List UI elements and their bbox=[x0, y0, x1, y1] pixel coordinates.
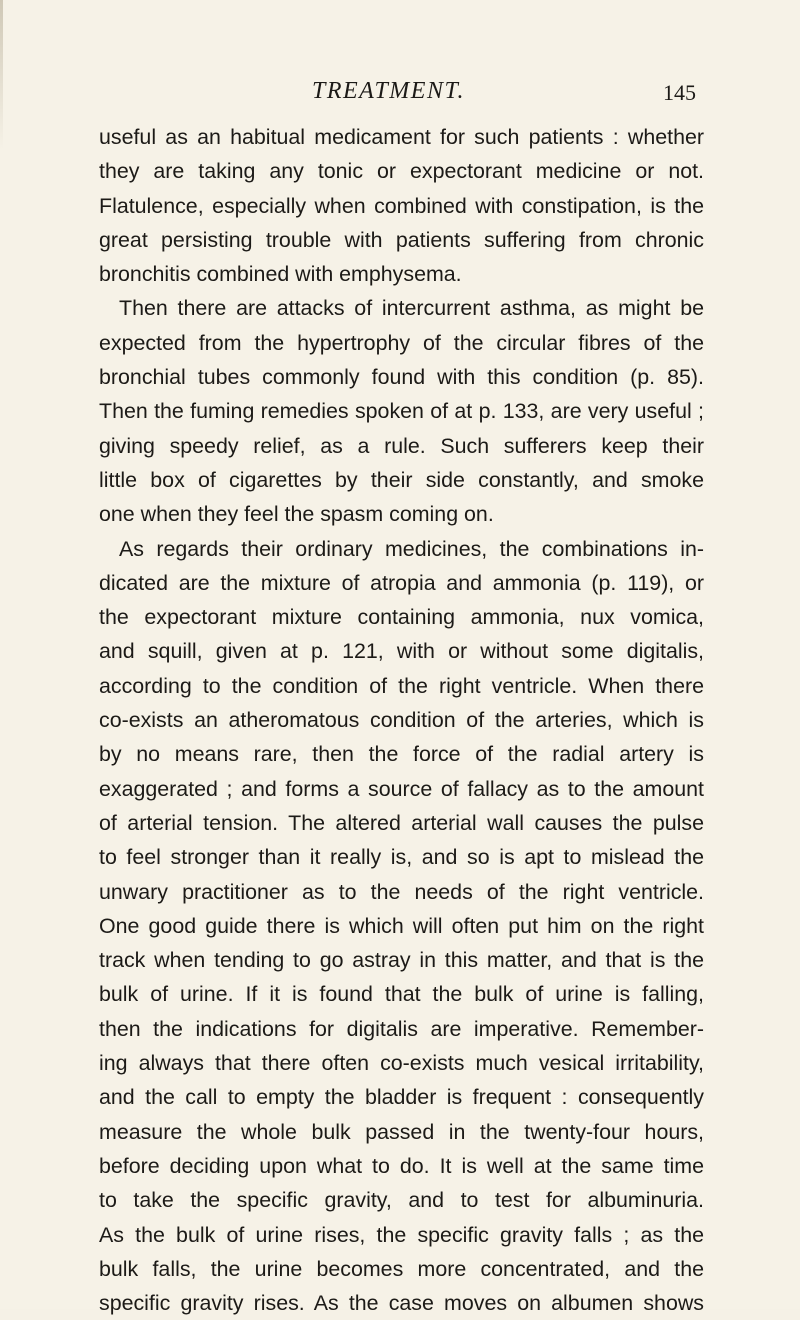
text-line: then the indications for digitalis are imperative. Remember- bbox=[99, 1016, 704, 1041]
text-line: track when tending to go astray in this matter, and that is the bbox=[99, 948, 704, 973]
text-line: One good guide there is which will often put him on the right bbox=[99, 913, 704, 938]
paragraph-start-line: As regards their ordinary medicines, the combinations in- bbox=[119, 536, 704, 561]
text-line: they are taking any tonic or expectorant medicine or not. bbox=[99, 159, 704, 184]
running-title: TREATMENT. bbox=[312, 78, 466, 104]
page-number: 145 bbox=[663, 80, 696, 105]
text-line: bronchial tubes commonly found with this condition (p. 85). bbox=[99, 365, 704, 390]
text-line: useful as an habitual medicament for such patients : whether bbox=[99, 125, 704, 149]
text-line: unwary practitioner as to the needs of the right ventricle. bbox=[99, 879, 704, 904]
body-text bbox=[99, 120, 704, 1320]
text-line: expected from the hypertrophy of the circular fibres of the bbox=[99, 330, 704, 355]
text-line: Then the fuming remedies spoken of at p. 133, are very useful ; bbox=[99, 399, 704, 424]
text-line: measure the whole bulk passed in the twenty-four hours, bbox=[99, 1119, 704, 1144]
text-line: bulk falls, the urine becomes more concentrated, and the bbox=[99, 1256, 704, 1281]
text-line: of arterial tension. The altered arterial wall causes the pulse bbox=[99, 810, 704, 835]
running-header bbox=[0, 76, 800, 106]
text-line: before deciding upon what to do. It is well at the same time bbox=[99, 1153, 704, 1178]
page-gutter-shadow bbox=[0, 0, 3, 150]
text-line: little box of cigarettes by their side constantly, and smoke bbox=[99, 467, 704, 492]
text-line: exaggerated ; and forms a source of fallacy as to the amount bbox=[99, 776, 704, 801]
text-line: dicated are the mixture of atropia and ammonia (p. 119), or bbox=[99, 570, 704, 595]
text-line: one when they feel the spasm coming on. bbox=[99, 502, 494, 527]
text-line: co-exists an atheromatous condition of the arteries, which is bbox=[99, 708, 704, 733]
text-line: bulk of urine. If it is found that the bulk of urine is falling, bbox=[99, 982, 704, 1007]
text-line: specific gravity rises. As the case moves on albumen shows bbox=[99, 1291, 704, 1316]
text-line: Flatulence, especially when combined with constipation, is the bbox=[99, 193, 704, 218]
text-line: and the call to empty the bladder is frequent : consequently bbox=[99, 1085, 704, 1110]
paragraph-start-line: Then there are attacks of intercurrent asthma, as might be bbox=[119, 296, 704, 321]
text-line: giving speedy relief, as a rule. Such sufferers keep their bbox=[99, 433, 704, 458]
text-line: great persisting trouble with patients suffering from chronic bbox=[99, 227, 704, 252]
text-line: and squill, given at p. 121, with or without some digitalis, bbox=[99, 639, 704, 664]
text-line: bronchitis combined with emphysema. bbox=[99, 262, 462, 287]
text-line: As the bulk of urine rises, the specific gravity falls ; as the bbox=[99, 1222, 704, 1247]
text-line: the expectorant mixture containing ammonia, nux vomica, bbox=[99, 605, 704, 630]
text-line: ing always that there often co-exists much vesical irritability, bbox=[99, 1051, 704, 1076]
text-line: by no means rare, then the force of the radial artery is bbox=[99, 742, 704, 767]
text-line: to feel stronger than it really is, and so is apt to mislead the bbox=[99, 845, 704, 870]
text-line: according to the condition of the right ventricle. When there bbox=[99, 673, 704, 698]
text-line: to take the specific gravity, and to test for albuminuria. bbox=[99, 1188, 704, 1213]
